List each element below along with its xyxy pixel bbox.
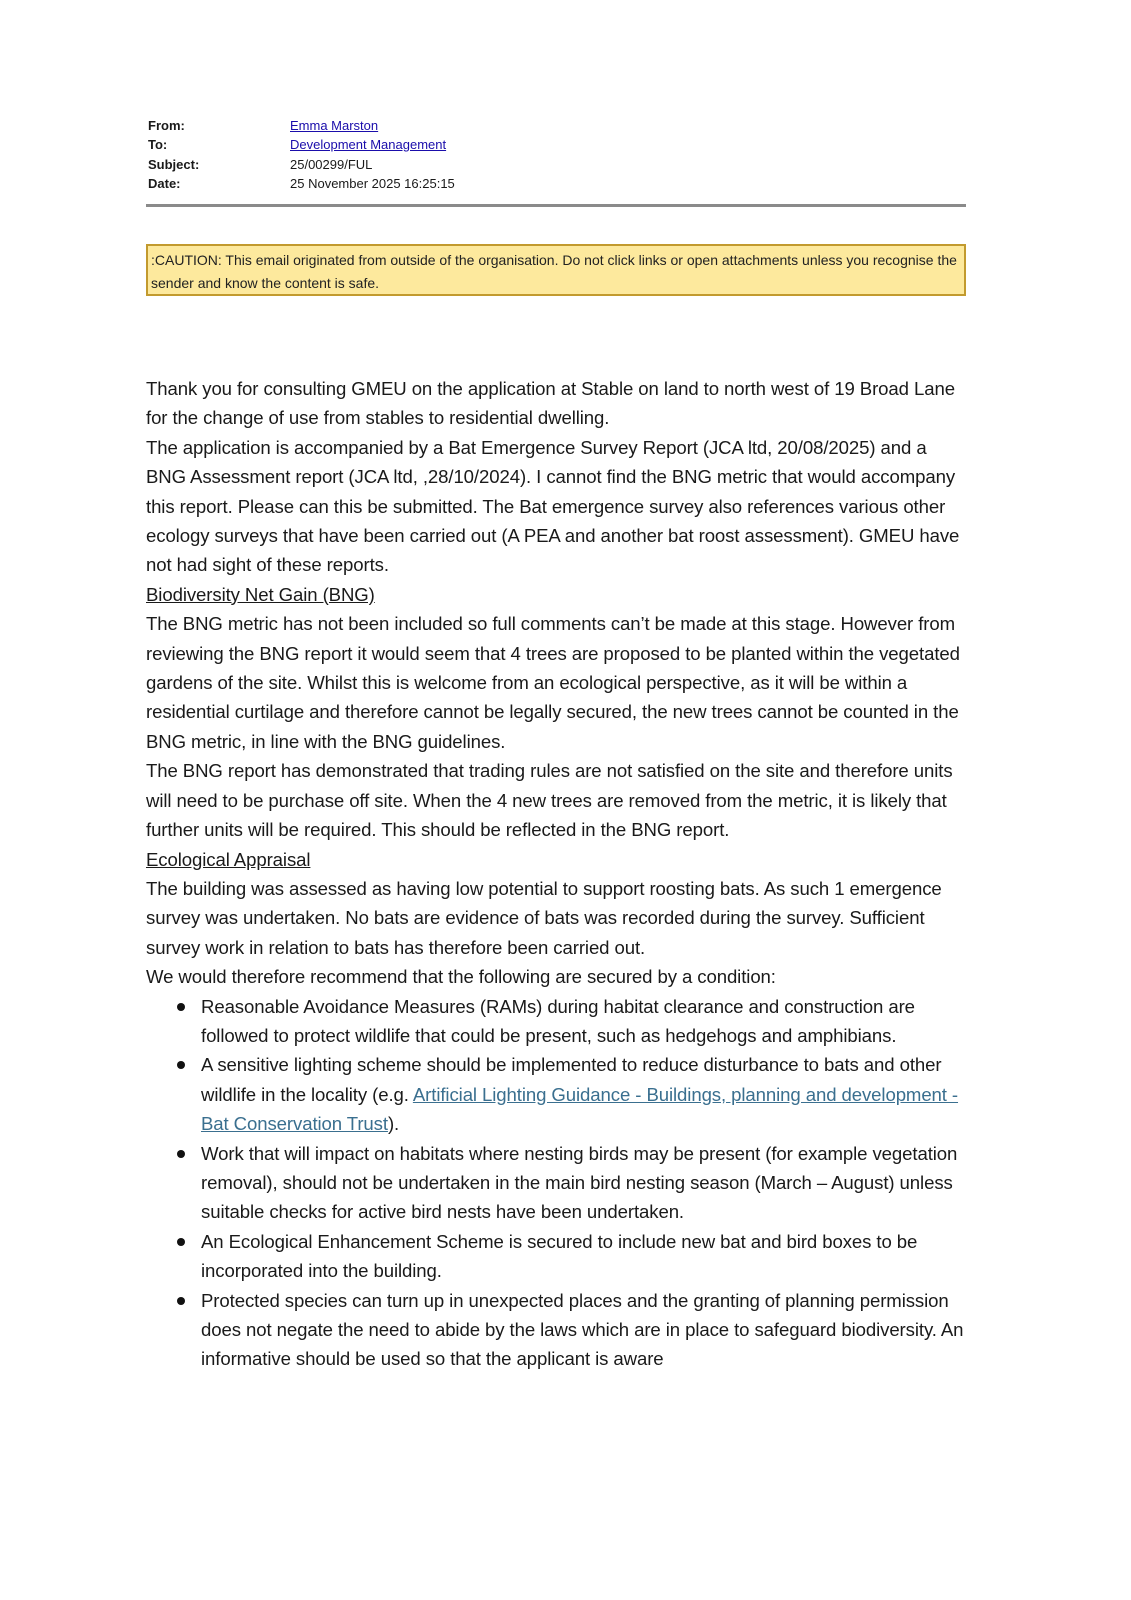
- list-item-text: A sensitive lighting scheme should be implemented to reduce disturbance to bats and other wildlife in the locality (e.g.: [201, 1054, 942, 1105]
- to-row: [148, 135, 455, 154]
- from-label: From:: [148, 118, 185, 133]
- paragraph: The BNG metric has not been included so full comments can’t be made at this stage. However from reviewing the BNG report it would seem that 4 trees are proposed to be planted within the vegetated gardens of the site. Whilst this is welcome from an ecological perspective, as it will be within a residential curtilage and therefore cannot be legally secured, the new trees cannot be counted in the BNG metric, in line with the BNG guidelines.: [146, 613, 960, 752]
- subject-label: Subject:: [148, 156, 200, 172]
- paragraph: Thank you for consulting GMEU on the application at Stable on land to north west of 19 Broad Lane for the change of use from stables to residential dwelling.: [146, 378, 955, 429]
- date-value: 25 November 2025 16:25:15: [290, 175, 455, 191]
- list-item-text: ).: [387, 1113, 400, 1135]
- section-heading-bng: Biodiversity Net Gain (BNG): [146, 583, 375, 605]
- list-item: Protected species can turn up in unexpected places and the granting of planning permission does not negate the need to abide by the laws which are in place to safeguard biodiversity. An informative should be used so that the applicant is aware: [201, 1286, 964, 1374]
- paragraph: The BNG report has demonstrated that trading rules are not satisfied on the site and therefore units will need to be purchase off site. When the 4 new trees are removed from the metric, it is likely that further units will be required. This should be reflected in the BNG report.: [146, 760, 953, 841]
- caution-banner: :CAUTION: This email originated from outside of the organisation. Do not click links or open attachments unless you recognise the sender and know the content is safe.: [146, 244, 966, 296]
- paragraph: We would therefore recommend that the following are secured by a condition:: [146, 966, 776, 988]
- list-item: [201, 1050, 964, 1138]
- subject-row: [148, 155, 455, 174]
- to-label: To:: [148, 137, 168, 153]
- bat-conservation-trust-link[interactable]: Artificial Lighting Guidance - Buildings, planning and development - Bat Conservation Trust: [201, 1083, 959, 1135]
- paragraph: The application is accompanied by a Bat Emergence Survey Report (JCA ltd, 20/08/2025) and a BNG Assessment report (JCA ltd, ,28/10/2024). I cannot find the BNG metric that would accompany this report. Please can this be submitted. The Bat emergence survey also references various other ecology surveys that have been carried out (A PEA and another bat roost assessment). GMEU have not had sight of these reports.: [146, 436, 960, 576]
- list-item: An Ecological Enhancement Scheme is secured to include new bat and bird boxes to be incorporated into the building.: [201, 1227, 964, 1286]
- section-heading-ecology: Ecological Appraisal: [146, 848, 311, 870]
- list-item: Work that will impact on habitats where nesting birds may be present (for example vegetation removal), should not be undertaken in the main bird nesting season (March – August) unless suitable checks for active bird nests have been undertaken.: [201, 1139, 964, 1227]
- subject-value: 25/00299/FUL: [290, 156, 373, 172]
- condition-list: [146, 992, 964, 1374]
- to-link[interactable]: Development Management: [290, 137, 447, 153]
- date-label: Date:: [148, 175, 181, 191]
- email-header: [148, 116, 455, 193]
- list-item: Reasonable Avoidance Measures (RAMs) during habitat clearance and construction are followed to protect wildlife that could be present, such as hedgehogs and amphibians.: [201, 992, 964, 1051]
- email-body: [146, 374, 964, 1374]
- header-divider: [146, 204, 966, 207]
- from-link[interactable]: Emma Marston: [290, 118, 379, 133]
- paragraph: The building was assessed as having low potential to support roosting bats. As such 1 emergence survey was undertaken. No bats are evidence of bats was recorded during the survey. Sufficient survey work in relation to bats has therefore been carried out.: [146, 877, 942, 958]
- from-row: [148, 116, 455, 135]
- date-row: [148, 174, 455, 193]
